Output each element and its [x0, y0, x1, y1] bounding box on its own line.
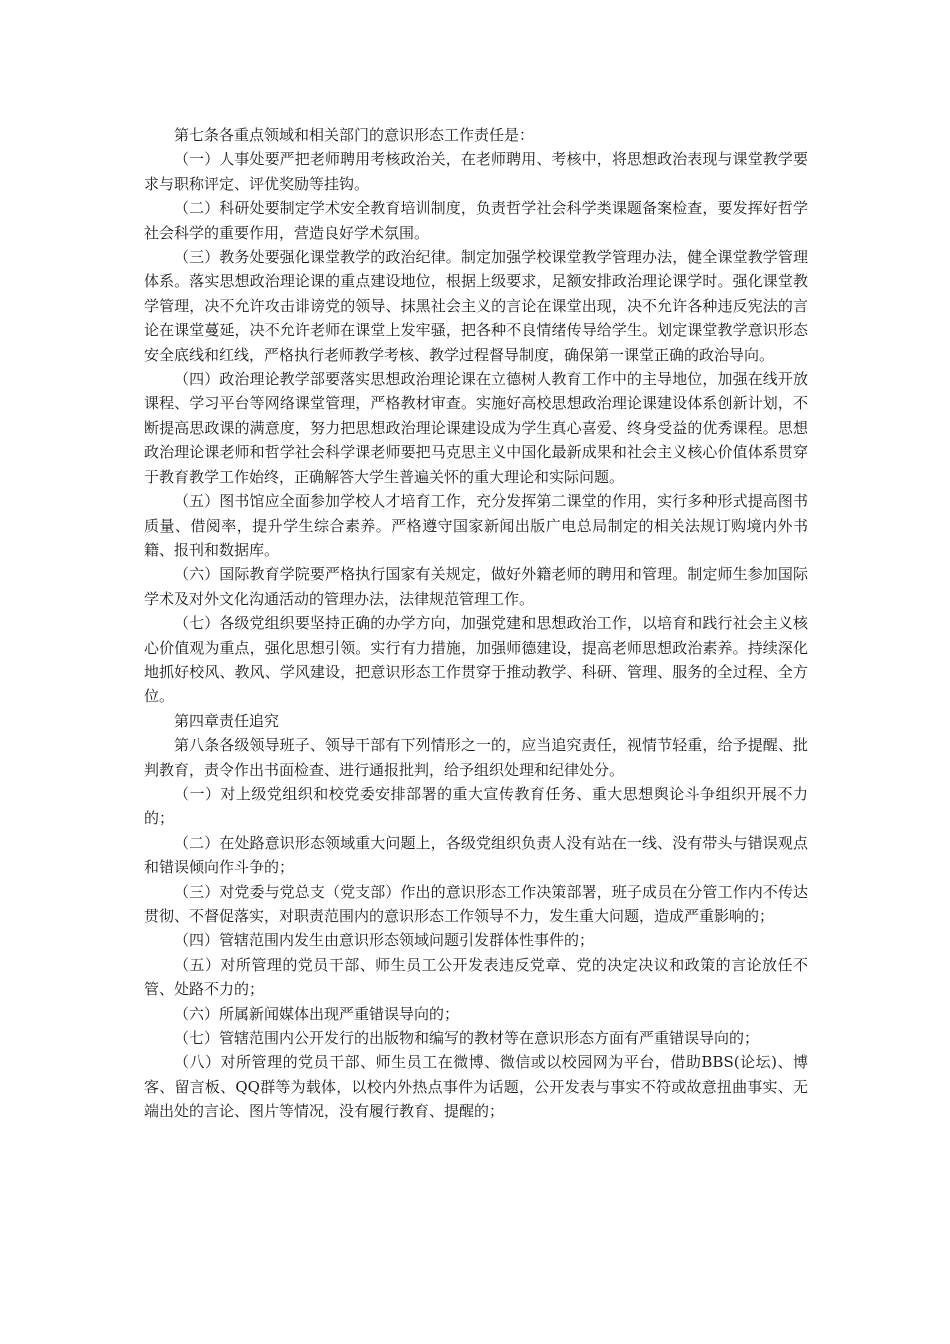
article-7-item-6: （六）国际教育学院要严格执行国家有关规定，做好外籍老师的聘用和管理。制定师生参加国际学术及对外文化沟通活动的管理办法，法律规范管理工作。 [144, 565, 808, 608]
document-body [144, 123, 808, 1124]
article-8-item-4: （四）管辖范围内发生由意识形态领域问题引发群体性事件的； [174, 931, 595, 950]
chapter-4-heading: 第四章责任追究 [174, 711, 280, 730]
article-8-item-8: （八）对所管理的党员干部、师生员工在微博、微信或以校园网为平台，借助BBS(论坛)、博客、留言板、QQ群等为载体，以校内外热点事件为话题，公开发表与事实不符或故意扭曲事实、无端出处的言论、图片等情况，没有履行教育、提醒的； [144, 1053, 808, 1121]
article-8-intro: 第八条各级领导班子、领导干部有下列情形之一的，应当追究责任，视情节轻重，给予提醒、批判教育，责令作出书面检查、进行通报批判，给予组织处理和纪律处分。 [144, 736, 808, 779]
article-7-item-1: （一）人事处要严把老师聘用考核政治关，在老师聘用、考核中，将思想政治表现与课堂教学要求与职称评定、评优奖励等挂钩。 [144, 150, 808, 193]
article-7-item-4: （四）政治理论教学部要落实思想政治理论课在立德树人教育工作中的主导地位，加强在线开放课程、学习平台等网络课堂管理，严格教材审查。实施好高校思想政治理论课建设体系创新计划，不断提高思政课的满意度，努力把思想政治理论课建设成为学生真心喜爱、终身受益的优秀课程。思想政治理论课老师和哲学社会科学课老师要把马克思主义中国化最新成果和社会主义核心价值体系贯穿于教育教学工作始终，正确解答大学生普遍关怀的重大理论和实际问题。 [144, 370, 808, 486]
article-8-item-1: （一）对上级党组织和校党委安排部署的重大宣传教育任务、重大思想舆论斗争组织开展不力的； [144, 784, 808, 828]
article-8-item-6: （六）所属新闻媒体出现严重错误导向的； [174, 1004, 460, 1023]
article-8-item-3: （三）对党委与党总支（党支部）作出的意识形态工作决策部署，班子成员在分管工作内不传达贯彻、不督促落实，对职责范围内的意识形态工作领导不力，发生重大问题，造成严重影响的； [144, 882, 808, 925]
article-8-item-7: （七）管辖范围内公开发行的出版物和编写的教材等在意识形态方面有严重错误导向的； [174, 1029, 760, 1048]
article-8-item-2: （二）在处路意识形态领域重大问题上，各级党组织负责人没有站在一线、没有带头与错误观点和错误倾向作斗争的； [144, 833, 808, 877]
article-7-item-5: （五）图书馆应全面参加学校人才培育工作，充分发挥第二课堂的作用，实行多种形式提高图书质量、借阅率，提升学生综合素养。严格遵守国家新闻出版广电总局制定的相关法规订购境内外书籍、报刊和数据库。 [144, 492, 808, 559]
article-8-item-5: （五）对所管理的党员干部、师生员工公开发表违反党章、党的决定决议和政策的言论放任不管、处路不力的； [144, 955, 808, 999]
article-7-item-3: （三）教务处要强化课堂教学的政治纪律。制定加强学校课堂教学管理办法，健全课堂教学管理体系。落实思想政治理论课的重点建设地位，根据上级要求，足额安排政治理论课学时。强化课堂教学管理，决不允许攻击诽谤党的领导、抹黑社会主义的言论在课堂出现，决不允许各种违反宪法的言论在课堂蔓延，决不允许老师在课堂上发牢骚，把各种不良情绪传导给学生。划定课堂教学意识形态安全底线和红线，严格执行老师教学考核、教学过程督导制度，确保第一课堂正确的政治导向。 [144, 248, 808, 364]
article-7-item-2: （二）科研处要制定学术安全教育培训制度，负责哲学社会科学类课题备案检查，要发挥好哲学社会科学的重要作用，营造良好学术氛围。 [144, 199, 808, 242]
article-7-item-7: （七）各级党组织要坚持正确的办学方向，加强党建和思想政治工作，以培育和践行社会主义核心价值观为重点，强化思想引领。实行有力措施，加强师德建设，提高老师思想政治素养。持续深化地抓好校风、教风、学风建设，把意识形态工作贯穿于推动教学、科研、管理、服务的全过程、全方位。 [144, 614, 808, 706]
article-7-intro: 第七条各重点领域和相关部门的意识形态工作责任是： [174, 126, 535, 144]
